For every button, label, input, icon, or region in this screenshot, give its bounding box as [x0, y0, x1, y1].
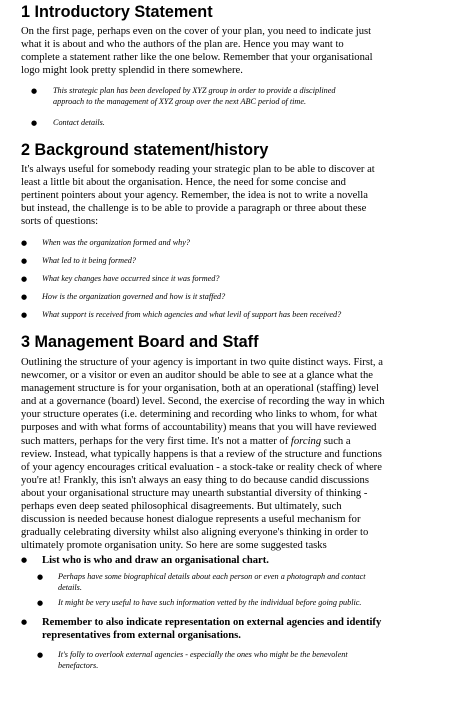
list-item	[21, 598, 453, 616]
bullet-line: This strategic plan has been developed by XYZ group in order to provide a disciplined	[53, 86, 336, 95]
section-2-heading: 2 Background statement/history	[21, 141, 269, 159]
task-line: List who is who and draw an organisational chart.	[42, 555, 269, 566]
bullet-icon: ●	[21, 239, 28, 247]
task-item	[21, 554, 453, 572]
paragraph-line: review. Instead, what typically happens is that a review of the structure and functions	[21, 448, 382, 460]
list-item	[21, 572, 453, 598]
section-1-bullets	[21, 86, 453, 132]
paragraph-line: On the first page, perhaps even on the cover of your plan, you need to indicate just	[21, 26, 372, 37]
bullet-line: When was the organization formed and why?	[42, 238, 190, 247]
paragraph-line: newcomer, or a visitor or even an auditor should be able to see at a glance what the	[21, 370, 373, 382]
paragraph-line: your structure operates (i.e. determining and recording who links to whom, for what	[21, 409, 378, 421]
paragraph-line: pertinent pointers about your agency. Remember, the idea is not to write a novella	[21, 190, 368, 202]
paragraph-line: ultimately promote organisation unity. So here are some suggested tasks	[21, 540, 327, 552]
paragraph-line: least a little bit about the organisation. Hence, the need for some concise and	[21, 177, 346, 189]
paragraph-line: what it is about and who the authors of the plan are. Hence you may want to	[21, 39, 344, 51]
bullet-line: Contact details.	[53, 118, 105, 127]
emphasis-word: forcing	[290, 435, 322, 447]
bullet-icon: ●	[37, 573, 44, 581]
bullet-icon: ●	[21, 257, 28, 265]
bullet-line: Perhaps have some biographical details about each person or even a photograph and contact	[58, 572, 366, 581]
paragraph-line: logo might look pretty splendid in there somewhere.	[21, 65, 243, 77]
section-2-paragraph	[21, 163, 453, 228]
paragraph-line: discussion is needed because honest dialogue represents a useful mechanism for	[21, 514, 361, 526]
paragraph-line: gradually celebrating diversity whilst also aligning everyone's thinking in order to	[21, 527, 369, 539]
paragraph-line: of your agency encourages critical evaluation - a stock-take or reality check of where	[21, 461, 382, 473]
paragraph-line: perhaps even deep seated philosophical disagreements. But ultimately, such	[21, 501, 342, 513]
section-1-heading: 1 Introductory Statement	[21, 3, 213, 21]
bullet-icon: ●	[21, 618, 28, 626]
bullet-line: It's folly to overlook external agencies - especially the ones who might be the benevolent	[58, 650, 348, 659]
list-item	[21, 256, 453, 274]
paragraph-line: Outlining the structure of your agency is important in two quite distinct ways. First, a	[21, 357, 383, 368]
bullet-icon: ●	[31, 119, 38, 127]
section-3-tasks	[21, 554, 453, 674]
list-item	[21, 310, 453, 328]
list-item	[21, 118, 453, 132]
bullet-line: approach to the management of XYZ group over the next ABC period of time.	[53, 96, 307, 106]
bullet-icon: ●	[37, 599, 44, 607]
bullet-icon: ●	[21, 556, 28, 564]
bullet-line: details.	[58, 582, 82, 592]
paragraph-line: It's always useful for somebody reading your strategic plan to be able to discover at	[21, 164, 375, 175]
paragraph-line: sorts of questions:	[21, 216, 99, 228]
list-item	[21, 86, 453, 118]
paragraph-line: complete a statement rather like the one below. Remember that your organisational	[21, 52, 373, 64]
paragraph-line: purposes and with what forms of accountability) means that you will have reviewed	[21, 422, 377, 434]
paragraph-line: such matters, perhaps for the very first time. It's not a matter of forcing such a	[21, 435, 351, 447]
bullet-icon: ●	[31, 87, 38, 95]
paragraph-line: about your organisational structure may unearth substantial diversity of thinking -	[21, 487, 368, 499]
bullet-icon: ●	[21, 293, 28, 301]
list-item	[21, 292, 453, 310]
bullet-line: What led to it being formed?	[42, 256, 136, 265]
bullet-icon: ●	[21, 311, 28, 319]
bullet-line: How is the organization governed and how is it staffed?	[42, 292, 226, 301]
section-3-heading: 3 Management Board and Staff	[21, 333, 259, 351]
task-line: representatives from external organisations.	[42, 630, 241, 642]
bullet-line: What key changes have occurred since it was formed?	[42, 274, 220, 283]
section-3-paragraph	[21, 356, 453, 552]
task-line: Remember to also indicate representation on external agencies and identify	[42, 617, 382, 628]
paragraph-line: you're at! Frankly, this isn't always an easy thing to do because candid discussions	[21, 474, 369, 486]
section-1-paragraph	[21, 25, 453, 77]
bullet-icon: ●	[37, 651, 44, 659]
list-item	[21, 238, 453, 256]
paragraph-line: but instead, the challenge is to be able to provide a paragraph or three about these	[21, 203, 367, 215]
paragraph-line: and at a governance (board) level. Second, the exercise of recording the way in which	[21, 396, 385, 408]
bullet-icon: ●	[21, 275, 28, 283]
paragraph-line: management structure is for your organisation, both at an operational (staffing) level	[21, 383, 379, 395]
bullet-line: What support is received from which agencies and what levil of support has been received?	[42, 310, 342, 319]
list-item	[21, 274, 453, 292]
task-item	[21, 616, 453, 650]
list-item	[21, 650, 453, 674]
section-2-bullets	[21, 238, 453, 328]
bullet-line: benefactors.	[58, 660, 99, 670]
bullet-line: It might be very useful to have such information vetted by the individual before going public.	[58, 598, 362, 607]
